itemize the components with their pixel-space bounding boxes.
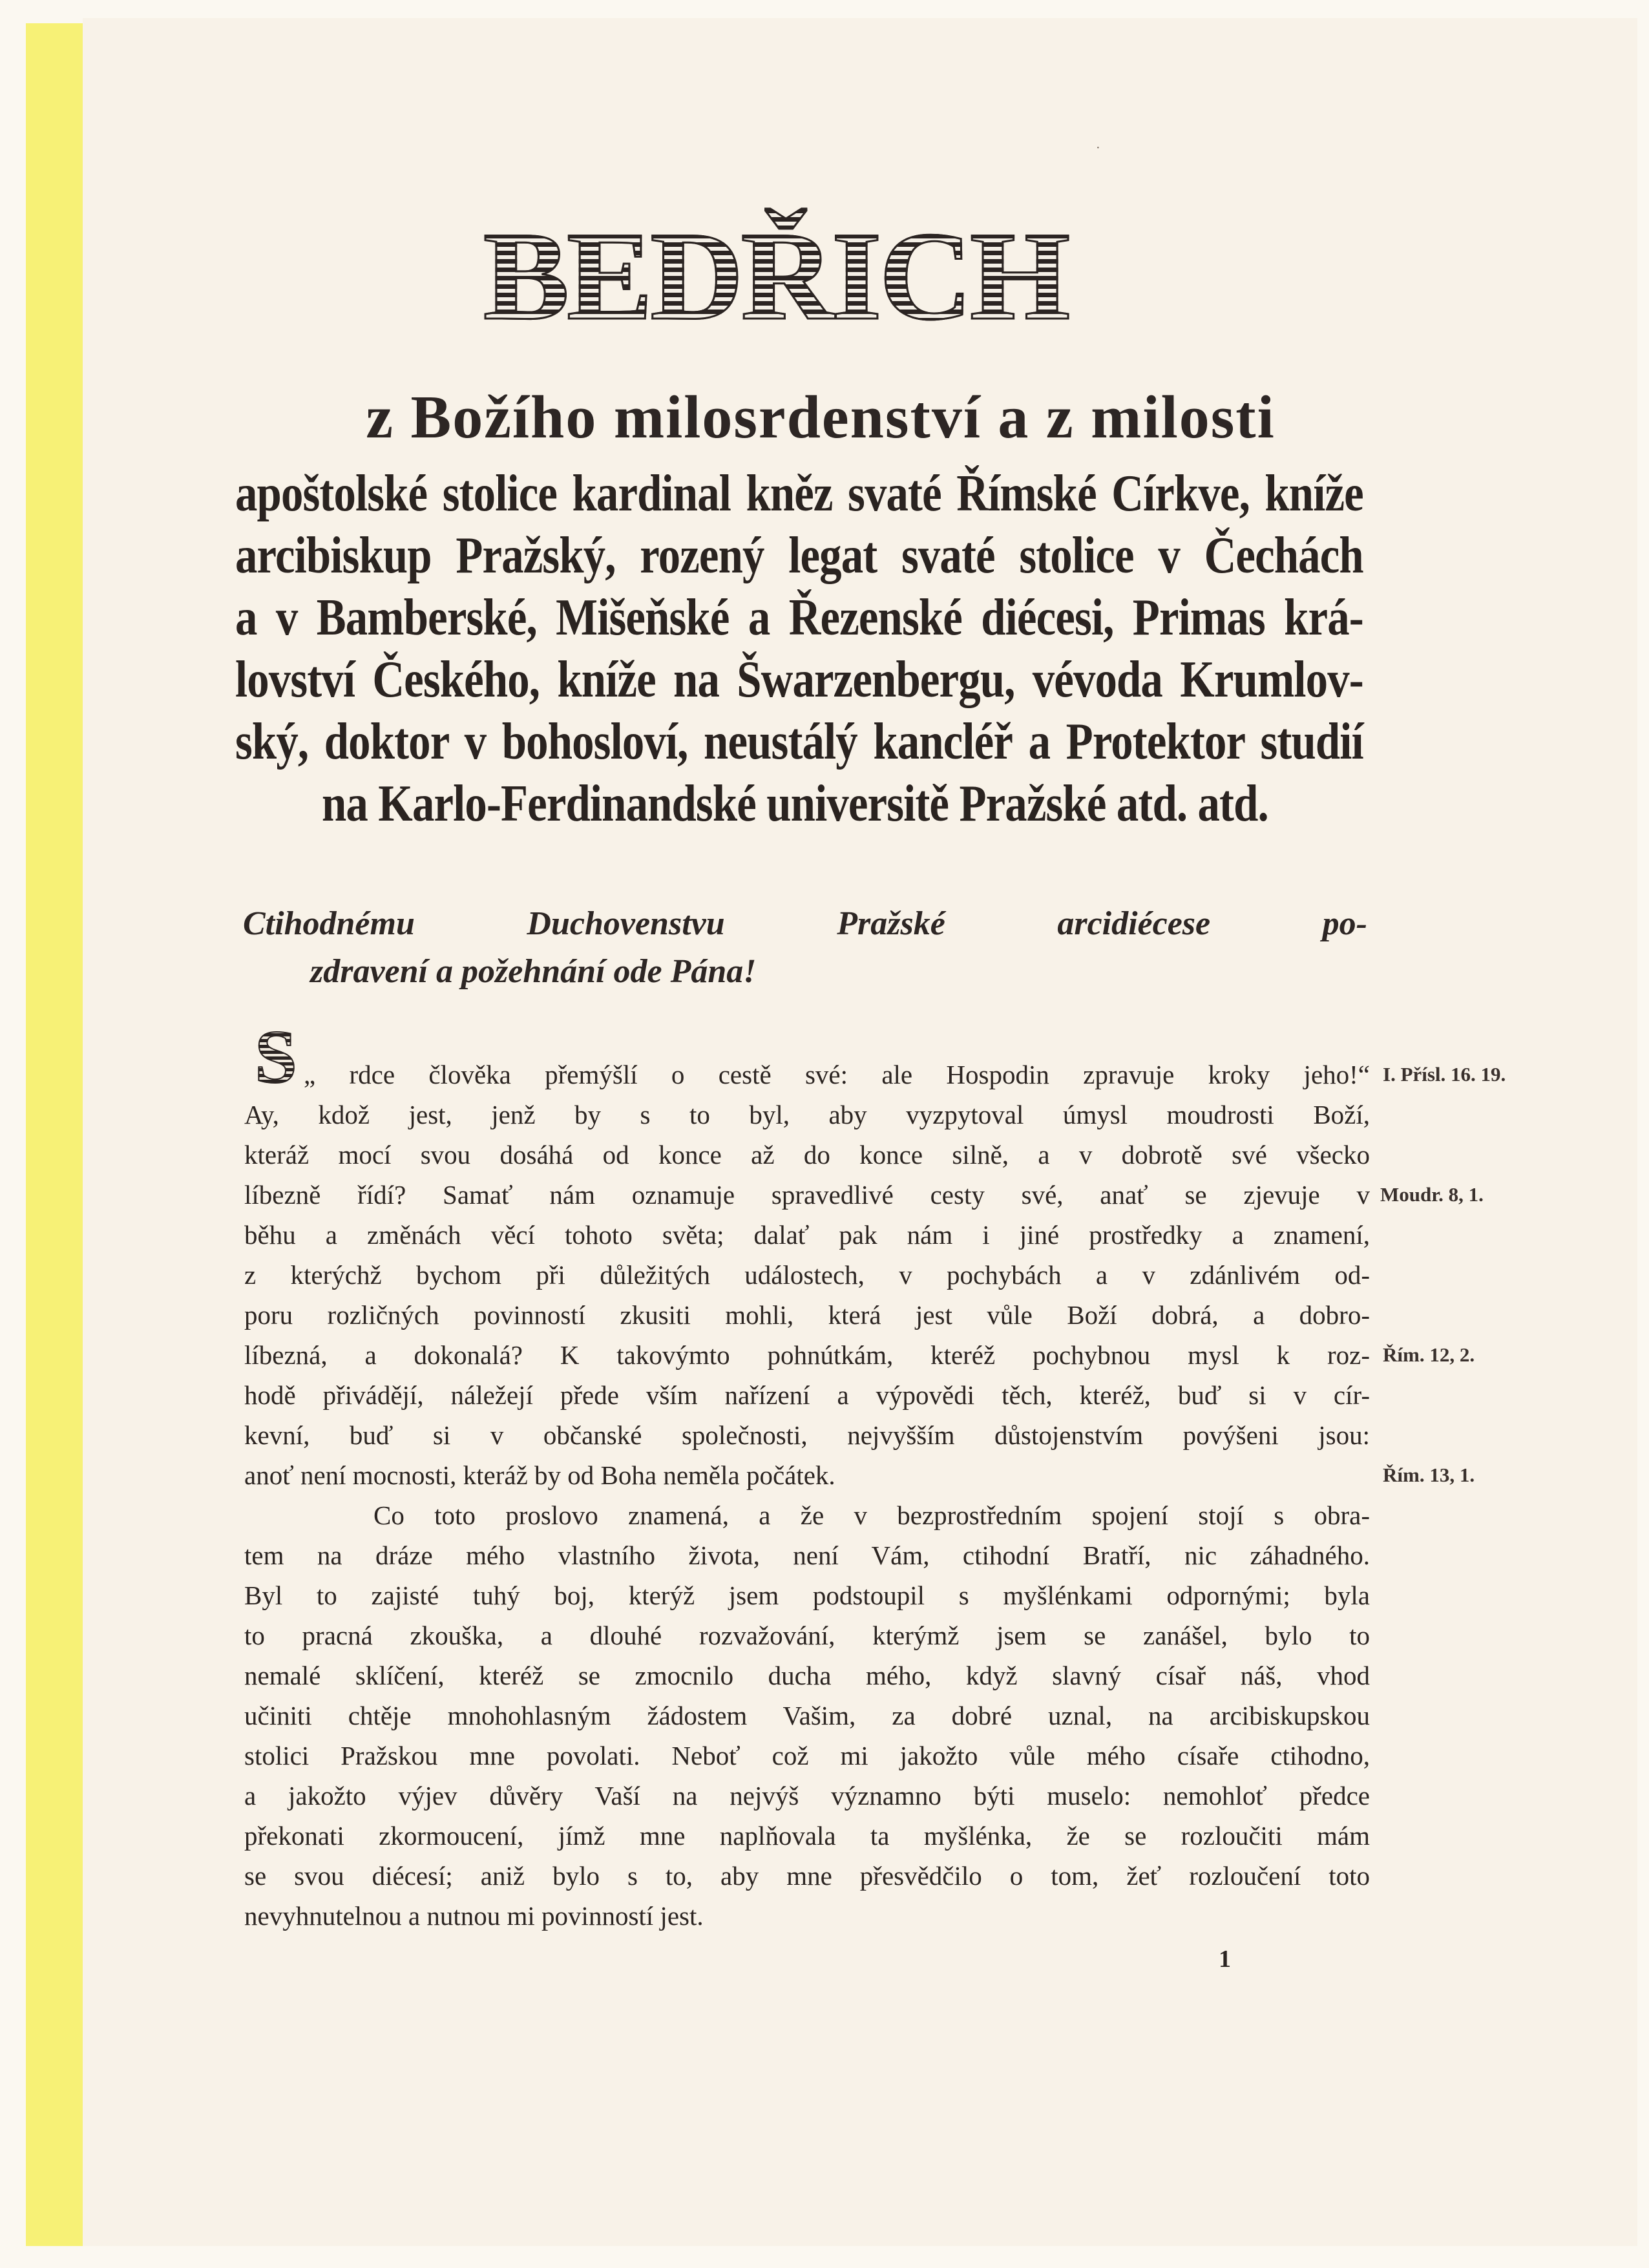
margin-reference: Řím. 12, 2. <box>1383 1343 1475 1366</box>
greeting-line-1: Ctihodnému Duchovenstvu Pražské arcidiécese po- <box>243 905 1367 942</box>
greeting-line-2: zdravení a požehnání ode Pána! <box>310 953 757 990</box>
margin-reference: Řím. 13, 1. <box>1383 1464 1475 1486</box>
body-line: líbezně řídí? Samať nám oznamuje spravedlivé cesty své, anať se zjevuje v <box>244 1180 1370 1210</box>
body-line: se svou diécesí; aniž bylo s to, aby mne přesvědčilo o tom, žeť rozloučení toto <box>244 1861 1370 1891</box>
body-line: Byl to zajisté tuhý boj, kterýž jsem podstoupil s myšlénkami odpornými; byla <box>244 1580 1370 1610</box>
body-line: to pracná zkouška, a dlouhé rozvažování, kterýmž jsem se zanášel, bylo to <box>244 1621 1370 1650</box>
body-line: z kterýchž bychom při důležitých událostech, v pochybách a v zdánlivém od- <box>244 1260 1370 1290</box>
body-line: Co toto proslovo znamená, a že v bezprostředním spojení stojí s obra- <box>373 1500 1370 1530</box>
drop-cap: S <box>248 1020 304 1095</box>
body-line: nevyhnutelnou a nutnou mi povinností jest. <box>244 1901 704 1931</box>
body-line: „ rdce člověka přemýšlí o cestě své: ale Hospodin zpravuje kroky jeho!“ <box>304 1060 1370 1089</box>
page-number: 1 <box>1219 1946 1231 1973</box>
body-line: učiniti chtěje mnohohlasným žádostem Vašim, za dobré uznal, na arcibiskupskou <box>244 1701 1370 1730</box>
body-line: nemalé sklíčení, kteréž se zmocnilo ducha mého, když slavný císař náš, vhod <box>244 1661 1370 1690</box>
body-line: a jakožto výjev důvěry Vaší na nejvýš významno býti muselo: nemohloť předce <box>244 1781 1370 1811</box>
body-line: překonati zkormoucení, jímž mne naplňovala ta myšlénka, že se rozloučiti mám <box>244 1821 1370 1851</box>
page-edge <box>1637 18 1649 2246</box>
margin-reference: I. Přísl. 16. 19. <box>1383 1063 1506 1086</box>
title-line-7: na Karlo-Ferdinandské universitě Pražské atd. atd. <box>322 775 1268 832</box>
title-line-2: apoštolské stolice kardinal kněz svaté Římské Církve, kníže <box>235 465 1363 522</box>
margin-reference: Moudr. 8, 1. <box>1380 1183 1484 1206</box>
body-line: kevní, buď si v občanské společnosti, nejvyšším důstojenstvím povýšeni jsou: <box>244 1420 1370 1450</box>
title-line-4: a v Bamberské, Mišeňské a Řezenské diécesi, Primas krá- <box>235 589 1363 646</box>
title-line-6: ský, doktor v bohosloví, neustálý kancléř a Protektor studií <box>235 713 1363 770</box>
body-line: hodě přivádějí, náležejí přede vším nařízení a výpovědi těch, kteréž, buď si v cír- <box>244 1380 1370 1410</box>
body-line: běhu a změnách věcí tohoto světa; dalať pak nám i jiné prostředky a znamení, <box>244 1220 1370 1250</box>
body-line: líbezná, a dokonalá? K takovýmto pohnútkám, kteréž pochybnou mysl k roz- <box>244 1340 1370 1370</box>
title-subline: z Božího milosrdenství a z milosti <box>366 384 1276 451</box>
document-title: BEDŘICH <box>446 205 1105 348</box>
ink-speck: · <box>1096 141 1100 155</box>
body-line: Ay, kdož jest, jenž by s to byl, aby vyzpytoval úmysl moudrosti Boží, <box>244 1100 1370 1129</box>
body-line: poru rozličných povinností zkusiti mohli, která jest vůle Boží dobrá, a dobro- <box>244 1300 1370 1330</box>
title-line-3: arcibiskup Pražský, rozený legat svaté stolice v Čechách <box>235 527 1363 584</box>
yellow-margin-strip <box>26 23 83 2246</box>
body-line: stolici Pražskou mne povolati. Neboť což mi jakožto vůle mého císaře ctihodno, <box>244 1741 1370 1770</box>
body-line: tem na dráze mého vlastního života, není Vám, ctihodní Bratří, nic záhadného. <box>244 1540 1370 1570</box>
body-line: kteráž mocí svou dosáhá od konce až do konce silně, a v dobrotě své všecko <box>244 1140 1370 1170</box>
title-line-5: lovství Českého, kníže na Šwarzenbergu, vévoda Krumlov- <box>235 651 1363 708</box>
body-line: anoť není mocnosti, kteráž by od Boha neměla počátek. <box>244 1460 835 1490</box>
